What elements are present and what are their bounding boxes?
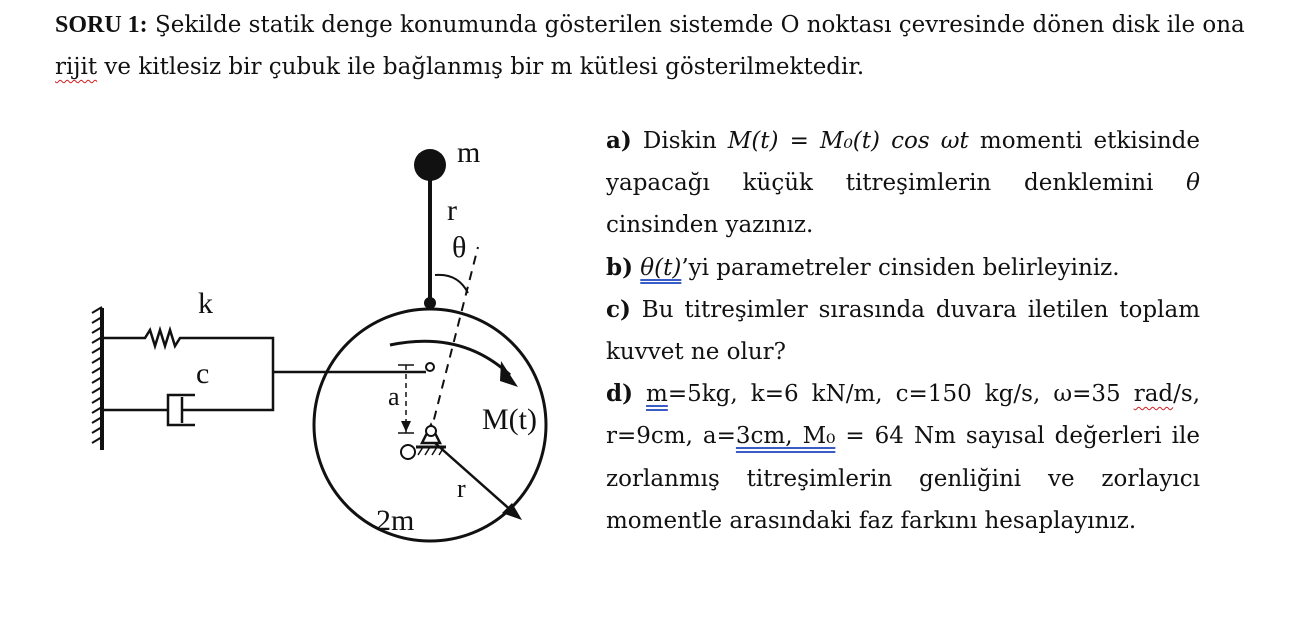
rod-joint [424, 297, 436, 309]
mass-symbol: m [646, 381, 668, 408]
question-b-text: ’yi parametreler cinsiden belirleyiniz. [681, 254, 1120, 281]
question-d [606, 373, 1200, 542]
questions [606, 120, 1200, 542]
label-r-disk: r [457, 474, 466, 503]
label-theta: θ [452, 231, 467, 264]
mechanism-figure [90, 125, 570, 565]
question-d-letter: d) [606, 380, 633, 408]
label-2m: 2m [376, 504, 415, 537]
point-mass [414, 149, 446, 181]
theta-t-expression: θ(t) [640, 254, 682, 281]
intro-text-1: Şekilde statik denge konumunda gösterilen sistemde O noktası çevresinde dönen disk ile ona [154, 12, 1245, 38]
label-r-top: r [447, 194, 457, 227]
pivot-pin [426, 426, 436, 436]
question-d-text-3: = 64 Nm sayısal değerleri ile zorlanmış titreşimlerin genliğini ve zorlayıcı momentle arasındaki faz farkını hesaplayınız. [606, 423, 1201, 534]
question-c-letter: c) [606, 295, 631, 323]
question-a [606, 120, 1200, 247]
question-c [606, 289, 1200, 373]
question-a-letter: a) [606, 127, 632, 154]
a-arrow-head [401, 421, 411, 432]
link-pin [426, 363, 434, 371]
label-k: k [198, 287, 213, 320]
pivot-O [401, 445, 415, 459]
question-a-text-1: Diskin [631, 128, 728, 154]
intro-text-2: ve kitlesiz bir çubuk ile bağlanmış bir m kütlesi gösterilmektedir. [97, 54, 865, 80]
moment-arrow-head [500, 361, 518, 387]
a-value: 3cm, M₀ [735, 423, 836, 450]
theta-arc [435, 275, 468, 293]
radius-arrow [435, 443, 514, 513]
theta-symbol: θ [1186, 170, 1200, 197]
moment-expression: M(t) = M₀(t) cos ωt [727, 128, 969, 154]
damper-rod-right [182, 406, 273, 410]
spellcheck-word-rad: rad [1133, 381, 1174, 408]
question-b-letter: b) [606, 253, 633, 281]
question-a-text-2: momenti etkisinde yapacağı küçük titreşimlerin denklemini [606, 128, 1200, 197]
spellcheck-word-rijit: rijit [55, 54, 98, 80]
question-b [606, 247, 1200, 289]
label-c: c [196, 357, 210, 390]
question-a-text-3: cinsinden yazınız. [606, 212, 814, 239]
label-Mt: M(t) [482, 403, 537, 436]
label-a: a [388, 382, 400, 411]
problem-intro [55, 4, 1255, 88]
label-m: m [457, 136, 481, 169]
problem-label: SORU 1: [55, 12, 148, 38]
question-c-text: Bu titreşimler sırasında duvara iletilen toplam kuvvet ne olur? [606, 296, 1200, 366]
moment-arrow [390, 341, 510, 375]
question-d-text-1: =5kg, k=6 kN/m, c=150 kg/s, ω=35 [667, 381, 1134, 408]
question-d-text-2: /s, r=9cm, a= [606, 381, 1201, 450]
